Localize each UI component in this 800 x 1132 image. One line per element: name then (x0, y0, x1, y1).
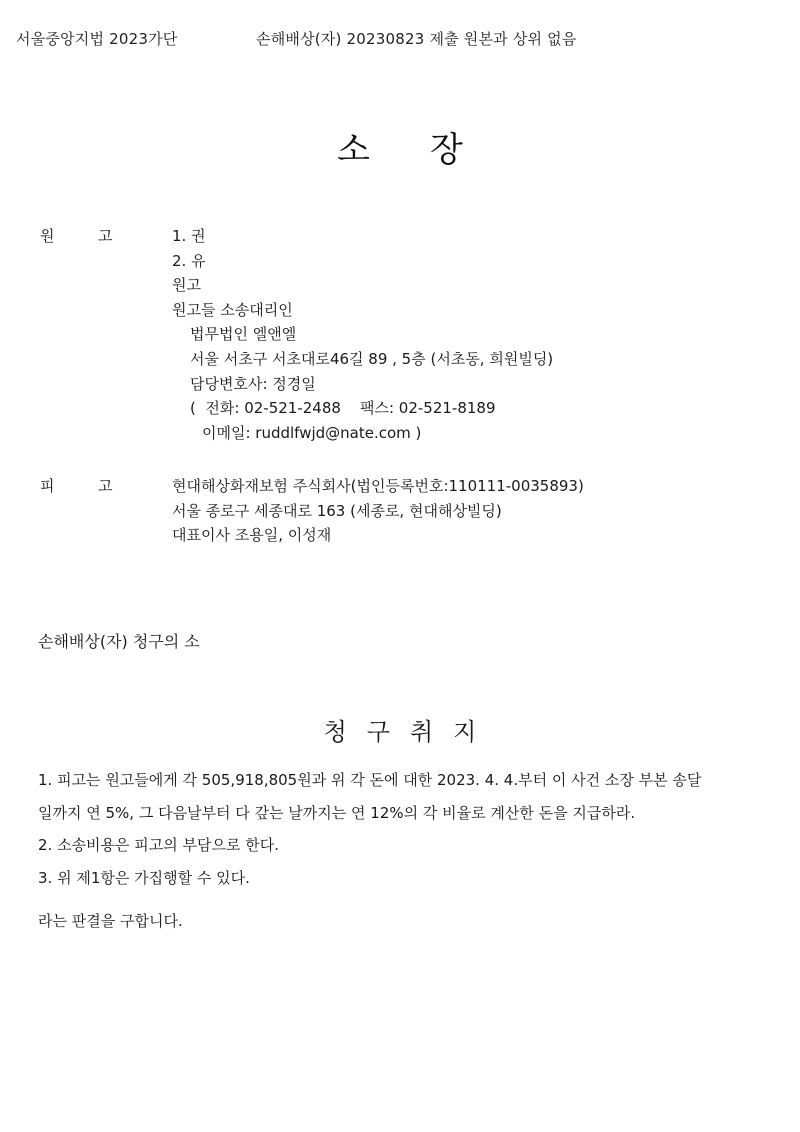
defendant-details (172, 474, 584, 548)
plaintiff-role-char1: 원 (40, 227, 55, 245)
defendant-role-char1: 피 (40, 477, 55, 495)
document-title: 소장 (337, 130, 523, 170)
plaintiff-role-char2: 고 (98, 227, 113, 245)
header-stamp (16, 28, 577, 49)
contact-email: 이메일: ruddlfwjd@nate.com ) (202, 423, 422, 442)
defendant-role-label (40, 474, 160, 499)
claims-list (38, 764, 768, 894)
law-firm-address: 서울 서초구 서초대로46길 89 , 5층 (서초동, 희원빌딩) (190, 349, 554, 368)
closing-statement: 라는 판결을 구합니다. (38, 912, 183, 930)
claim-item-1-line1: 1. 피고는 원고들에게 각 505,918,805원과 위 각 돈에 대한 2023. 4. 4.부터 이 사건 소장 부본 송달 (38, 771, 702, 789)
claim-item-1-line2: 일까지 연 5%, 그 다음날부터 다 갚는 날까지는 연 12%의 각 비율로 계산한 돈을 지급하라. (38, 803, 636, 822)
plaintiff-role-label (40, 224, 160, 249)
claims-title: 청구취지 (323, 718, 497, 746)
plaintiff-details (172, 224, 553, 445)
claim-item-3: 3. 위 제1항은 가집행할 수 있다. (38, 868, 250, 887)
defendant-representative: 대표이사 조용일, 이성재 (172, 526, 332, 545)
claim-item-2: 2. 소송비용은 피고의 부담으로 한다. (38, 836, 280, 854)
law-firm: 법무법인 엘앤엘 (190, 325, 297, 344)
lawyer-in-charge: 담당변호사: 정경일 (190, 374, 316, 393)
plaintiff-1: 1. 권 (172, 227, 206, 245)
court-case-number: 서울중앙지법 2023가단 (16, 30, 178, 48)
agent-header: 원고들 소송대리인 (172, 300, 293, 319)
case-name: 손해배상(자) 청구의 소 (38, 632, 200, 651)
defendant-name: 현대해상화재보험 주식회사(법인등록번호:110111-0035893) (172, 477, 584, 495)
defendant-address: 서울 종로구 세종대로 163 (세종로, 현대해상빌딩) (172, 501, 502, 520)
plaintiff-label: 원고 (172, 276, 201, 295)
filing-note: 손해배상(자) 20230823 제출 원본과 상위 없음 (256, 30, 577, 48)
plaintiff-2: 2. 유 (172, 251, 206, 270)
defendant-role-char2: 고 (98, 477, 113, 495)
contact-phone-fax: ( 전화: 02-521-2488 팩스: 02-521-8189 (190, 399, 496, 418)
